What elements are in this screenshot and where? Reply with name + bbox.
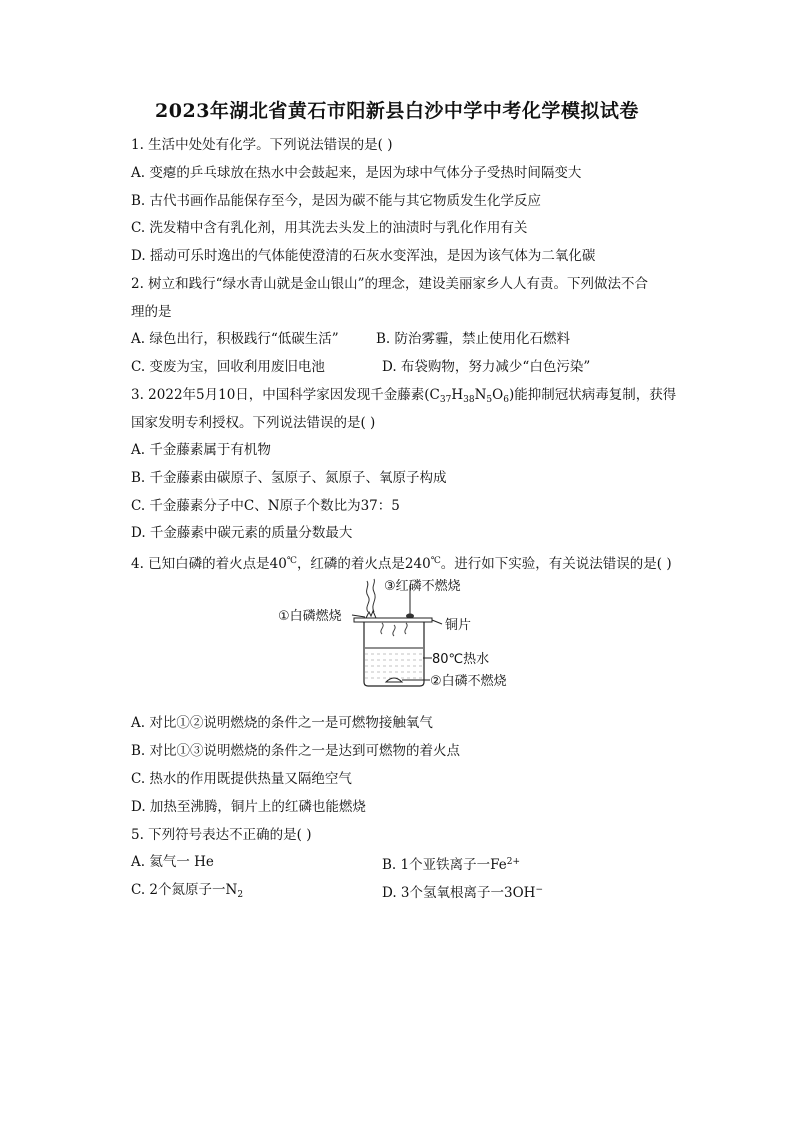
label-red-phosphorus: ③红磷不燃烧	[384, 579, 461, 594]
steam-2	[393, 625, 395, 636]
q3-sub-o: 6	[503, 395, 509, 405]
q2-option-a: A. 绿色出行，积极践行“低碳生活”	[131, 331, 339, 347]
q4-stem-b: ，红磷的着火点是240	[296, 556, 431, 572]
q3-option-d: D. 千金藤素中碳元素的质量分数最大	[131, 525, 353, 541]
q3-stem-line2: 国家发明专利授权。下列说法错误的是( )	[131, 415, 376, 431]
q5-option-d-charge: −	[535, 885, 543, 895]
q3-stem-text-b: )能抑制冠状病毒复制，获得	[508, 387, 677, 403]
steam-1	[381, 623, 383, 634]
q4-option-d: D. 加热至沸腾，铜片上的红磷也能燃烧	[131, 799, 366, 815]
smoke-wisp-2	[373, 579, 375, 612]
q5-option-c-text: C. 2个氮原子一N	[131, 882, 238, 898]
q4-option-a: A. 对比①②说明燃烧的条件之一是可燃物接触氧气	[131, 715, 433, 731]
q3-stem-text-a: 3. 2022年5月10日，中国科学家因发现千金藤素(C	[131, 387, 440, 403]
q2-option-c: C. 变废为宝，回收利用废旧电池	[131, 359, 325, 375]
q4-deg1: ℃	[286, 556, 297, 566]
q4-stem-c: 。进行如下实验，有关说法错误的是( )	[440, 556, 672, 572]
q5-option-b-text: B. 1个亚铁离子一Fe	[382, 857, 507, 873]
page-title: 2023年湖北省黄石市阳新县白沙中学中考化学模拟试卷	[155, 100, 639, 122]
q4-stem	[131, 552, 672, 573]
q2-option-d: D. 布袋购物，努力减少“白色污染”	[382, 359, 591, 375]
q5-option-a: A. 氦气一 He	[131, 854, 214, 870]
q2-stem-line2: 理的是	[131, 304, 172, 320]
copper-pointer	[432, 620, 442, 624]
white-phosphorus-bottom	[386, 678, 402, 682]
q1-stem: 1. 生活中处处有化学。下列说法错误的是( )	[131, 137, 393, 153]
q3-sub-c: 37	[439, 395, 452, 405]
q3-sub-n: 5	[486, 395, 493, 405]
q2-option-b: B. 防治雾霾，禁止使用化石燃料	[376, 331, 571, 347]
white-burn-pointer	[352, 615, 365, 617]
q5-option-c-sub: 2	[237, 890, 244, 900]
q3-n: N	[474, 387, 487, 403]
q3-o: O	[492, 387, 504, 403]
label-copper: 铜片	[445, 618, 472, 633]
q3-option-c: C. 千金藤素分子中C、N原子个数比为37：5	[131, 498, 400, 514]
q5-stem: 5. 下列符号表达不正确的是( )	[131, 827, 312, 843]
q1-option-b: B. 古代书画作品能保存至今，是因为碳不能与其它物质发生化学反应	[131, 193, 542, 209]
q5-option-b-charge: 2+	[506, 857, 520, 867]
steam-3	[405, 623, 407, 634]
combustion-experiment-diagram	[270, 574, 540, 694]
q4-deg2: ℃	[430, 556, 441, 566]
smoke-wisp-1	[367, 581, 370, 612]
q4-option-c: C. 热水的作用既提供热量又隔绝空气	[131, 771, 352, 787]
q4-stem-a: 4. 已知白磷的着火点是40	[131, 556, 287, 572]
q4-option-b: B. 对比①③说明燃烧的条件之一是达到可燃物的着火点	[131, 743, 461, 759]
q3-option-b: B. 千金藤素由碳原子、氢原子、氮原子、氧原子构成	[131, 470, 447, 486]
q3-stem-line1	[131, 386, 676, 409]
label-white-burning: ①白磷燃烧	[278, 609, 342, 624]
q5-option-d-text: D. 3个氢氧根离子一3OH	[382, 885, 536, 901]
q5-option-d	[382, 881, 543, 902]
q1-option-a: A. 变瘪的乒乓球放在热水中会鼓起来，是因为球中气体分子受热时间隔变大	[131, 165, 582, 181]
q5-option-c	[131, 881, 243, 904]
copper-plate	[354, 618, 432, 622]
q3-option-a: A. 千金藤素属于有机物	[131, 442, 271, 458]
q3-h: H	[451, 387, 464, 403]
label-white-not-burning: ②白磷不燃烧	[430, 674, 507, 689]
q2-stem-line1: 2. 树立和践行“绿水青山就是金山银山”的理念，建设美丽家乡人人有责。下列做法不合	[131, 276, 648, 292]
q1-option-d: D. 摇动可乐时逸出的气体能使澄清的石灰水变浑浊，是因为该气体为二氧化碳	[131, 248, 596, 264]
label-hot-water: 80℃热水	[432, 652, 490, 667]
q5-option-b	[382, 853, 520, 874]
q1-option-c: C. 洗发精中含有乳化剂，用其洗去头发上的油渍时与乳化作用有关	[131, 220, 528, 236]
q3-sub-h: 38	[463, 395, 475, 405]
